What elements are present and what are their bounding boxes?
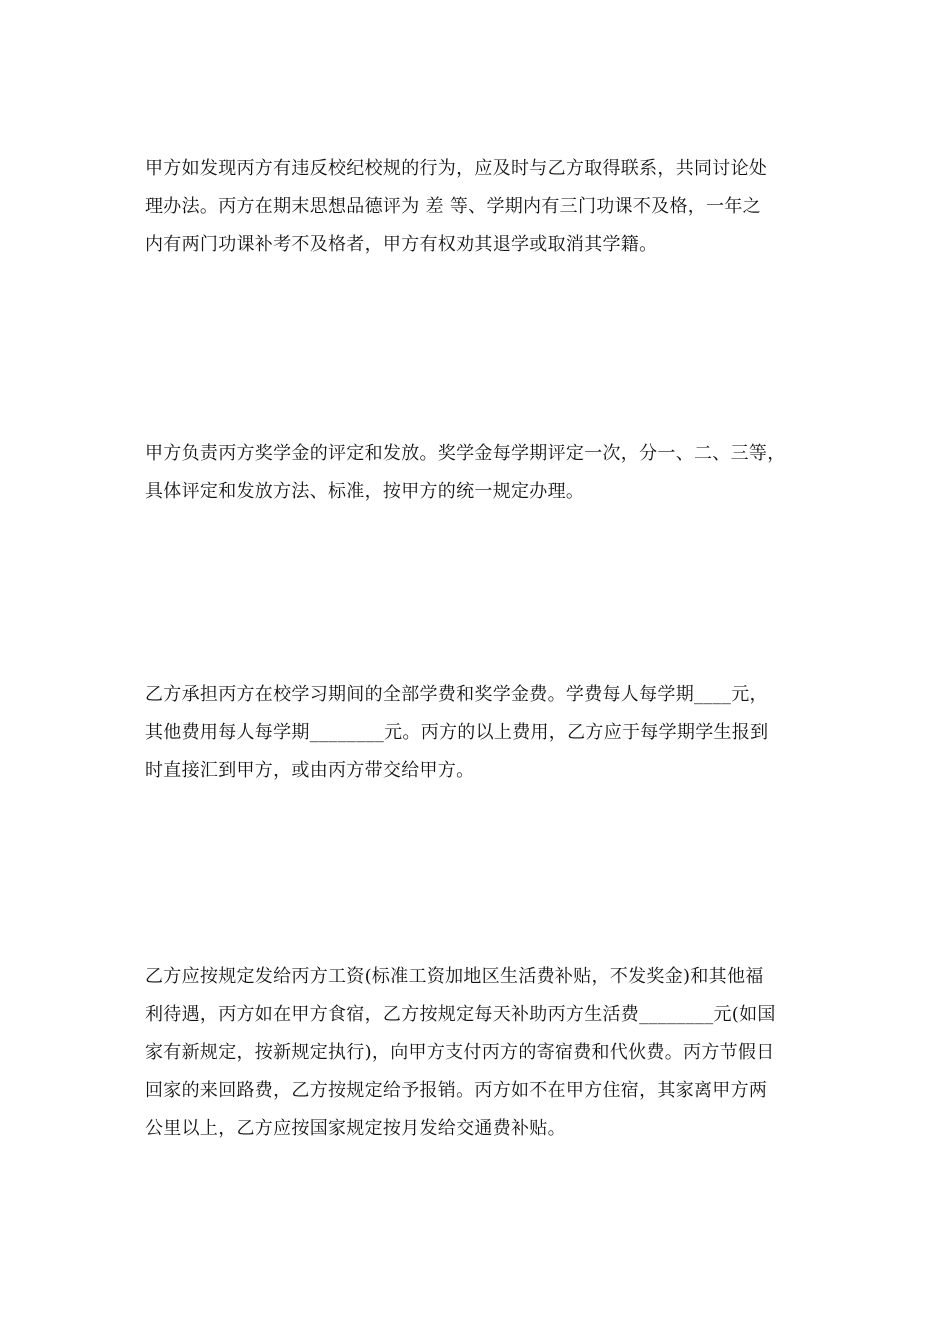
paragraph-line: 理办法。丙方在期末思想品德评为 差 等、学期内有三门功课不及格，一年之 <box>145 196 761 217</box>
paragraph-line: 公里以上，乙方应按国家规定按月发给交通费补贴。 <box>145 1118 566 1139</box>
paragraph-tuition <box>145 676 810 790</box>
paragraph-line: 内有两门功课补考不及格者，甲方有权劝其退学或取消其学籍。 <box>145 234 658 255</box>
paragraph-line: 其他费用每人每学期________元。丙方的以上费用，乙方应于每学期学生报到 <box>145 722 769 743</box>
paragraph-scholarship <box>145 435 810 511</box>
paragraph-line: 甲方负责丙方奖学金的评定和发放。奖学金每学期评定一次，分一、二、三等， <box>145 443 786 464</box>
paragraph-line: 回家的来回路费，乙方按规定给予报销。丙方如不在甲方住宿，其家离甲方两 <box>145 1080 768 1101</box>
paragraph-line: 甲方如发现丙方有违反校纪校规的行为，应及时与乙方取得联系，共同讨论处 <box>145 158 768 179</box>
paragraph-wages-benefits <box>145 958 810 1148</box>
paragraph-line: 家有新规定，按新规定执行)，向甲方支付丙方的寄宿费和代伙费。丙方节假日 <box>145 1042 775 1063</box>
paragraph-line: 乙方承担丙方在校学习期间的全部学费和奖学金费。学费每人每学期____元， <box>145 684 768 705</box>
paragraph-discipline <box>145 150 810 264</box>
paragraph-line: 时直接汇到甲方，或由丙方带交给甲方。 <box>145 760 475 781</box>
paragraph-line: 具体评定和发放方法、标准，按甲方的统一规定办理。 <box>145 481 585 502</box>
paragraph-line: 利待遇，丙方如在甲方食宿，乙方按规定每天补助丙方生活费________元(如国 <box>145 1004 776 1025</box>
paragraph-line: 乙方应按规定发给丙方工资(标准工资加地区生活费补贴，不发奖金)和其他福 <box>145 966 764 987</box>
